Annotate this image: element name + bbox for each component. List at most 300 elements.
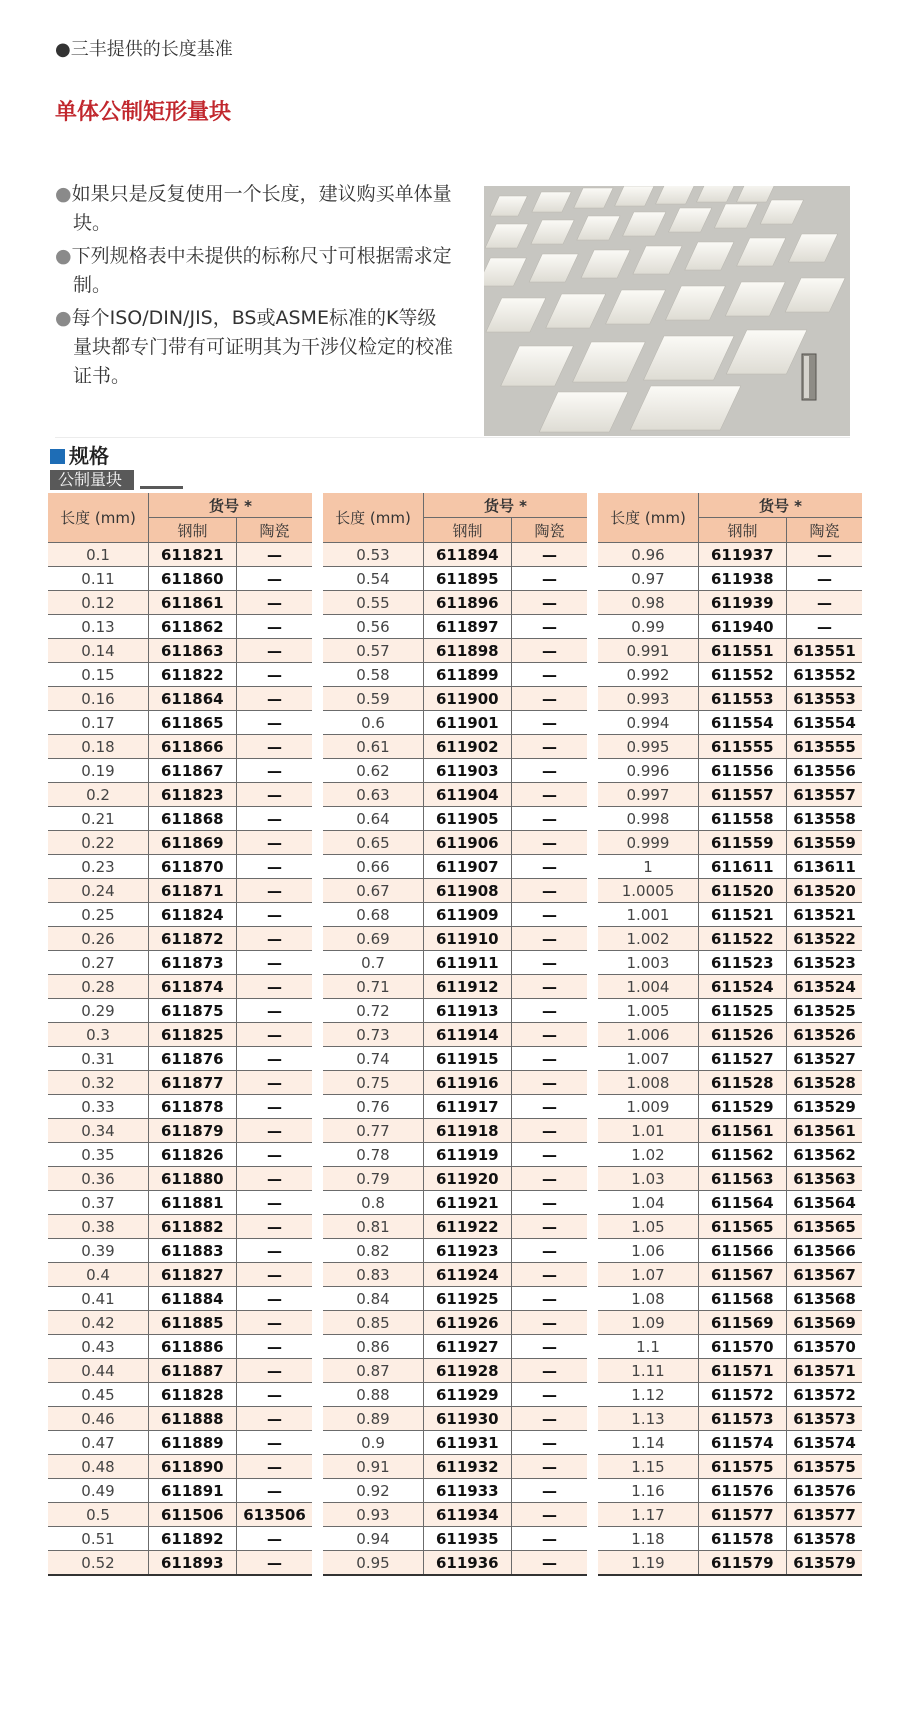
steel-code-cell: 611526: [699, 1023, 787, 1047]
ceramic-code-cell: —: [512, 1263, 588, 1287]
steel-code-cell: 611905: [424, 807, 512, 831]
length-header: 长度 (mm): [48, 493, 149, 543]
steel-code-cell: 611924: [424, 1263, 512, 1287]
ceramic-code-cell: —: [512, 927, 588, 951]
steel-code-cell: 611899: [424, 663, 512, 687]
ceramic-code-cell: 613554: [787, 711, 863, 735]
table-row: [48, 615, 312, 639]
steel-code-cell: 611907: [424, 855, 512, 879]
steel-code-cell: 611916: [424, 1071, 512, 1095]
table-row: [48, 879, 312, 903]
table-row: [598, 999, 862, 1023]
steel-code-cell: 611551: [699, 639, 787, 663]
steel-code-cell: 611522: [699, 927, 787, 951]
table-row: [323, 903, 587, 927]
length-cell: 0.75: [323, 1071, 424, 1095]
table-row: [48, 975, 312, 999]
steel-code-cell: 611821: [149, 543, 237, 567]
table-row: [598, 1071, 862, 1095]
ceramic-code-cell: 613506: [237, 1503, 313, 1527]
table-row: [48, 1527, 312, 1551]
steel-code-cell: 611828: [149, 1383, 237, 1407]
steel-code-cell: 611872: [149, 927, 237, 951]
table-row: [598, 1455, 862, 1479]
ceramic-code-cell: 613570: [787, 1335, 863, 1359]
length-cell: 1.007: [598, 1047, 699, 1071]
steel-code-cell: 611887: [149, 1359, 237, 1383]
ceramic-code-cell: —: [512, 591, 588, 615]
length-cell: 0.57: [323, 639, 424, 663]
length-cell: 0.32: [48, 1071, 149, 1095]
table-row: [598, 1335, 862, 1359]
steel-code-cell: 611890: [149, 1455, 237, 1479]
ceramic-code-cell: —: [237, 1455, 313, 1479]
steel-code-cell: 611874: [149, 975, 237, 999]
steel-code-cell: 611893: [149, 1551, 237, 1576]
length-cell: 1.004: [598, 975, 699, 999]
steel-code-cell: 611938: [699, 567, 787, 591]
ceramic-code-cell: —: [237, 1215, 313, 1239]
table-row: [598, 567, 862, 591]
table-row: [48, 927, 312, 951]
steel-code-cell: 611913: [424, 999, 512, 1023]
length-header: 长度 (mm): [323, 493, 424, 543]
steel-code-cell: 611894: [424, 543, 512, 567]
table-row: [48, 591, 312, 615]
table-row: [48, 1359, 312, 1383]
table-row: [323, 1239, 587, 1263]
length-cell: 0.5: [48, 1503, 149, 1527]
table-row: [598, 879, 862, 903]
steel-code-cell: 611921: [424, 1191, 512, 1215]
spec-table-1: [48, 493, 312, 1576]
steel-code-cell: 611891: [149, 1479, 237, 1503]
length-cell: 0.76: [323, 1095, 424, 1119]
ceramic-code-cell: —: [512, 1047, 588, 1071]
length-cell: 0.67: [323, 879, 424, 903]
table-row: [323, 1359, 587, 1383]
length-cell: 0.68: [323, 903, 424, 927]
table-row: [48, 1215, 312, 1239]
steel-code-cell: 611914: [424, 1023, 512, 1047]
steel-code-cell: 611940: [699, 615, 787, 639]
ceramic-code-cell: —: [237, 975, 313, 999]
length-cell: 0.22: [48, 831, 149, 855]
length-cell: 0.26: [48, 927, 149, 951]
table-row: [323, 783, 587, 807]
ceramic-code-cell: —: [512, 1287, 588, 1311]
ceramic-code-cell: 613520: [787, 879, 863, 903]
length-cell: 0.82: [323, 1239, 424, 1263]
length-cell: 1.08: [598, 1287, 699, 1311]
table-row: [48, 783, 312, 807]
ceramic-code-cell: 613558: [787, 807, 863, 831]
length-cell: 0.13: [48, 615, 149, 639]
length-cell: 0.31: [48, 1047, 149, 1071]
table-row: [598, 711, 862, 735]
ceramic-code-cell: 613526: [787, 1023, 863, 1047]
steel-code-cell: 611611: [699, 855, 787, 879]
steel-code-cell: 611911: [424, 951, 512, 975]
length-cell: 1.006: [598, 1023, 699, 1047]
length-cell: 0.18: [48, 735, 149, 759]
ceramic-header: 陶瓷: [787, 518, 863, 543]
ceramic-code-cell: 613576: [787, 1479, 863, 1503]
steel-code-cell: 611929: [424, 1383, 512, 1407]
ceramic-code-cell: —: [237, 1527, 313, 1551]
steel-code-cell: 611570: [699, 1335, 787, 1359]
length-cell: 0.46: [48, 1407, 149, 1431]
steel-code-cell: 611529: [699, 1095, 787, 1119]
table-row: [323, 1119, 587, 1143]
steel-code-cell: 611556: [699, 759, 787, 783]
ceramic-code-cell: —: [787, 543, 863, 567]
ceramic-code-cell: —: [512, 783, 588, 807]
steel-code-cell: 611574: [699, 1431, 787, 1455]
ceramic-code-cell: —: [512, 711, 588, 735]
steel-code-cell: 611863: [149, 639, 237, 663]
ceramic-code-cell: —: [512, 1215, 588, 1239]
ceramic-code-cell: 613552: [787, 663, 863, 687]
length-cell: 0.999: [598, 831, 699, 855]
table-row: [48, 855, 312, 879]
bullet-item: ●如果只是反复使用一个长度，建议购买单体量块。: [55, 183, 452, 234]
bullet-dot-icon: ●: [55, 183, 72, 205]
length-cell: 0.91: [323, 1455, 424, 1479]
steel-code-cell: 611888: [149, 1407, 237, 1431]
steel-code-cell: 611937: [699, 543, 787, 567]
ceramic-code-cell: —: [787, 567, 863, 591]
length-cell: 0.89: [323, 1407, 424, 1431]
length-cell: 0.96: [598, 543, 699, 567]
ceramic-code-cell: —: [512, 1503, 588, 1527]
length-cell: 0.21: [48, 807, 149, 831]
catalog-section-label: ●三丰提供的长度基准: [55, 39, 233, 60]
table-row: [598, 591, 862, 615]
ceramic-code-cell: —: [237, 1263, 313, 1287]
table-row: [48, 1095, 312, 1119]
length-cell: 0.85: [323, 1311, 424, 1335]
table-row: [323, 1191, 587, 1215]
length-cell: 1.03: [598, 1167, 699, 1191]
steel-code-cell: 611900: [424, 687, 512, 711]
ceramic-code-cell: —: [512, 1455, 588, 1479]
steel-code-cell: 611901: [424, 711, 512, 735]
length-cell: 0.99: [598, 615, 699, 639]
steel-code-cell: 611524: [699, 975, 787, 999]
steel-code-cell: 611932: [424, 1455, 512, 1479]
ceramic-code-cell: —: [512, 951, 588, 975]
length-cell: 0.65: [323, 831, 424, 855]
ceramic-code-cell: —: [237, 1143, 313, 1167]
metric-gauge-tab: 公制量块: [50, 470, 134, 490]
steel-code-cell: 611883: [149, 1239, 237, 1263]
length-cell: 1: [598, 855, 699, 879]
steel-code-cell: 611928: [424, 1359, 512, 1383]
ceramic-code-cell: —: [512, 639, 588, 663]
length-cell: 1.19: [598, 1551, 699, 1576]
ceramic-code-cell: —: [512, 1119, 588, 1143]
length-cell: 0.51: [48, 1527, 149, 1551]
steel-code-cell: 611862: [149, 615, 237, 639]
ceramic-code-cell: —: [237, 663, 313, 687]
length-cell: 0.16: [48, 687, 149, 711]
heading-square-icon: [50, 449, 65, 464]
length-cell: 0.996: [598, 759, 699, 783]
length-cell: 0.36: [48, 1167, 149, 1191]
length-cell: 0.29: [48, 999, 149, 1023]
length-cell: 0.44: [48, 1359, 149, 1383]
steel-code-cell: 611902: [424, 735, 512, 759]
table-row: [598, 1095, 862, 1119]
table-row: [323, 1023, 587, 1047]
table-row: [598, 1167, 862, 1191]
steel-code-cell: 611826: [149, 1143, 237, 1167]
table-row: [598, 975, 862, 999]
steel-code-cell: 611579: [699, 1551, 787, 1576]
length-cell: 0.992: [598, 663, 699, 687]
steel-code-cell: 611873: [149, 951, 237, 975]
table-row: [598, 543, 862, 567]
table-row: [598, 1311, 862, 1335]
table-row: [48, 1119, 312, 1143]
divider: [55, 437, 850, 438]
ceramic-code-cell: 613572: [787, 1383, 863, 1407]
length-cell: 0.12: [48, 591, 149, 615]
table-row: [598, 663, 862, 687]
code-header: 货号 *: [699, 493, 863, 518]
table-row: [598, 1047, 862, 1071]
length-cell: 0.61: [323, 735, 424, 759]
table-row: [323, 1479, 587, 1503]
length-cell: 1.12: [598, 1383, 699, 1407]
ceramic-code-cell: 613561: [787, 1119, 863, 1143]
steel-code-cell: 611823: [149, 783, 237, 807]
steel-code-cell: 611559: [699, 831, 787, 855]
table-row: [323, 1431, 587, 1455]
length-cell: 0.87: [323, 1359, 424, 1383]
steel-header: 钢制: [149, 518, 237, 543]
table-row: [48, 1335, 312, 1359]
ceramic-code-cell: —: [237, 1431, 313, 1455]
table-row: [323, 615, 587, 639]
steel-code-cell: 611555: [699, 735, 787, 759]
table-row: [323, 1215, 587, 1239]
ceramic-code-cell: —: [512, 1359, 588, 1383]
table-row: [323, 1071, 587, 1095]
length-cell: 0.6: [323, 711, 424, 735]
length-cell: 1.1: [598, 1335, 699, 1359]
steel-code-cell: 611897: [424, 615, 512, 639]
steel-code-cell: 611886: [149, 1335, 237, 1359]
ceramic-code-cell: —: [512, 975, 588, 999]
table-row: [598, 1287, 862, 1311]
length-cell: 0.995: [598, 735, 699, 759]
steel-code-cell: 611568: [699, 1287, 787, 1311]
steel-code-cell: 611523: [699, 951, 787, 975]
ceramic-code-cell: —: [237, 591, 313, 615]
table-row: [598, 1551, 862, 1576]
ceramic-code-cell: —: [237, 1119, 313, 1143]
table-row: [598, 1215, 862, 1239]
length-cell: 1.15: [598, 1455, 699, 1479]
steel-code-cell: 611923: [424, 1239, 512, 1263]
table-row: [48, 831, 312, 855]
steel-code-cell: 611576: [699, 1479, 787, 1503]
ceramic-code-cell: —: [237, 927, 313, 951]
steel-code-cell: 611927: [424, 1335, 512, 1359]
ceramic-code-cell: —: [237, 783, 313, 807]
steel-code-cell: 611573: [699, 1407, 787, 1431]
table-row: [598, 759, 862, 783]
ceramic-code-cell: —: [237, 1023, 313, 1047]
steel-code-cell: 611910: [424, 927, 512, 951]
table-row: [323, 1503, 587, 1527]
table-row: [323, 1551, 587, 1576]
steel-code-cell: 611571: [699, 1359, 787, 1383]
table-row: [323, 927, 587, 951]
table-row: [323, 1311, 587, 1335]
ceramic-code-cell: 613574: [787, 1431, 863, 1455]
ceramic-code-cell: 613569: [787, 1311, 863, 1335]
ceramic-code-cell: —: [512, 1023, 588, 1047]
ceramic-code-cell: —: [237, 1383, 313, 1407]
length-cell: 1.02: [598, 1143, 699, 1167]
ceramic-code-cell: —: [237, 999, 313, 1023]
length-cell: 0.1: [48, 543, 149, 567]
table-row: [48, 1023, 312, 1047]
length-cell: 0.38: [48, 1215, 149, 1239]
table-row: [48, 1479, 312, 1503]
ceramic-code-cell: 613556: [787, 759, 863, 783]
ceramic-code-cell: 613553: [787, 687, 863, 711]
length-cell: 0.19: [48, 759, 149, 783]
steel-code-cell: 611554: [699, 711, 787, 735]
table-row: [323, 1095, 587, 1119]
feature-bullets: [55, 180, 455, 395]
table-row: [323, 1287, 587, 1311]
length-cell: 1.005: [598, 999, 699, 1023]
steel-code-cell: 611561: [699, 1119, 787, 1143]
steel-code-cell: 611577: [699, 1503, 787, 1527]
length-cell: 1.05: [598, 1215, 699, 1239]
length-cell: 0.998: [598, 807, 699, 831]
ceramic-code-cell: —: [237, 1191, 313, 1215]
steel-code-cell: 611869: [149, 831, 237, 855]
ceramic-code-cell: 613611: [787, 855, 863, 879]
ceramic-code-cell: 613557: [787, 783, 863, 807]
ceramic-code-cell: —: [512, 1407, 588, 1431]
table-row: [598, 735, 862, 759]
steel-code-cell: 611520: [699, 879, 787, 903]
table-row: [48, 1455, 312, 1479]
length-cell: 0.97: [598, 567, 699, 591]
ceramic-code-cell: 613579: [787, 1551, 863, 1576]
bullet-item: ●每个ISO/DIN/JIS，BS或ASME标准的K等级量块都专门带有可证明其为干涉仪检定的校准证书。: [55, 307, 454, 387]
length-cell: 1.008: [598, 1071, 699, 1095]
ceramic-code-cell: 613529: [787, 1095, 863, 1119]
ceramic-code-cell: —: [512, 831, 588, 855]
length-cell: 1.14: [598, 1431, 699, 1455]
tab-underline: [140, 486, 183, 489]
steel-code-cell: 611936: [424, 1551, 512, 1576]
table-row: [48, 663, 312, 687]
steel-code-cell: 611865: [149, 711, 237, 735]
ceramic-code-cell: 613567: [787, 1263, 863, 1287]
table-row: [48, 735, 312, 759]
steel-code-cell: 611558: [699, 807, 787, 831]
ceramic-code-cell: —: [512, 567, 588, 591]
ceramic-code-cell: —: [512, 1431, 588, 1455]
table-row: [323, 1167, 587, 1191]
length-cell: 0.33: [48, 1095, 149, 1119]
length-cell: 0.58: [323, 663, 424, 687]
table-row: [48, 999, 312, 1023]
length-cell: 1.09: [598, 1311, 699, 1335]
steel-code-cell: 611566: [699, 1239, 787, 1263]
length-cell: 0.997: [598, 783, 699, 807]
ceramic-code-cell: —: [237, 1335, 313, 1359]
ceramic-code-cell: —: [237, 831, 313, 855]
length-cell: 0.48: [48, 1455, 149, 1479]
length-cell: 1.01: [598, 1119, 699, 1143]
ceramic-code-cell: —: [237, 1479, 313, 1503]
table-row: [48, 1551, 312, 1576]
code-header: 货号 *: [149, 493, 313, 518]
steel-code-cell: 611930: [424, 1407, 512, 1431]
ceramic-code-cell: —: [787, 615, 863, 639]
ceramic-code-cell: —: [512, 999, 588, 1023]
ceramic-code-cell: —: [237, 855, 313, 879]
steel-code-cell: 611882: [149, 1215, 237, 1239]
ceramic-code-cell: —: [512, 879, 588, 903]
table-row: [323, 999, 587, 1023]
table-row: [323, 1047, 587, 1071]
table-row: [598, 1263, 862, 1287]
ceramic-code-cell: —: [237, 1095, 313, 1119]
table-row: [48, 903, 312, 927]
table-row: [323, 567, 587, 591]
steel-code-cell: 611521: [699, 903, 787, 927]
steel-code-cell: 611935: [424, 1527, 512, 1551]
length-cell: 0.7: [323, 951, 424, 975]
ceramic-code-cell: —: [512, 1311, 588, 1335]
length-cell: 1.11: [598, 1359, 699, 1383]
steel-code-cell: 611922: [424, 1215, 512, 1239]
ceramic-code-cell: —: [237, 1239, 313, 1263]
ceramic-code-cell: —: [512, 1335, 588, 1359]
steel-code-cell: 611926: [424, 1311, 512, 1335]
ceramic-code-cell: —: [512, 903, 588, 927]
table-row: [48, 1167, 312, 1191]
ceramic-code-cell: —: [237, 951, 313, 975]
table-row: [48, 1143, 312, 1167]
steel-code-cell: 611860: [149, 567, 237, 591]
length-cell: 0.45: [48, 1383, 149, 1407]
table-row: [323, 543, 587, 567]
spec-table-3: [598, 493, 862, 1576]
length-cell: 0.95: [323, 1551, 424, 1576]
ceramic-code-cell: —: [512, 663, 588, 687]
length-cell: 1.009: [598, 1095, 699, 1119]
ceramic-code-cell: —: [512, 1551, 588, 1576]
length-cell: 0.86: [323, 1335, 424, 1359]
table-row: [323, 687, 587, 711]
steel-code-cell: 611867: [149, 759, 237, 783]
steel-code-cell: 611557: [699, 783, 787, 807]
steel-code-cell: 611825: [149, 1023, 237, 1047]
steel-code-cell: 611864: [149, 687, 237, 711]
